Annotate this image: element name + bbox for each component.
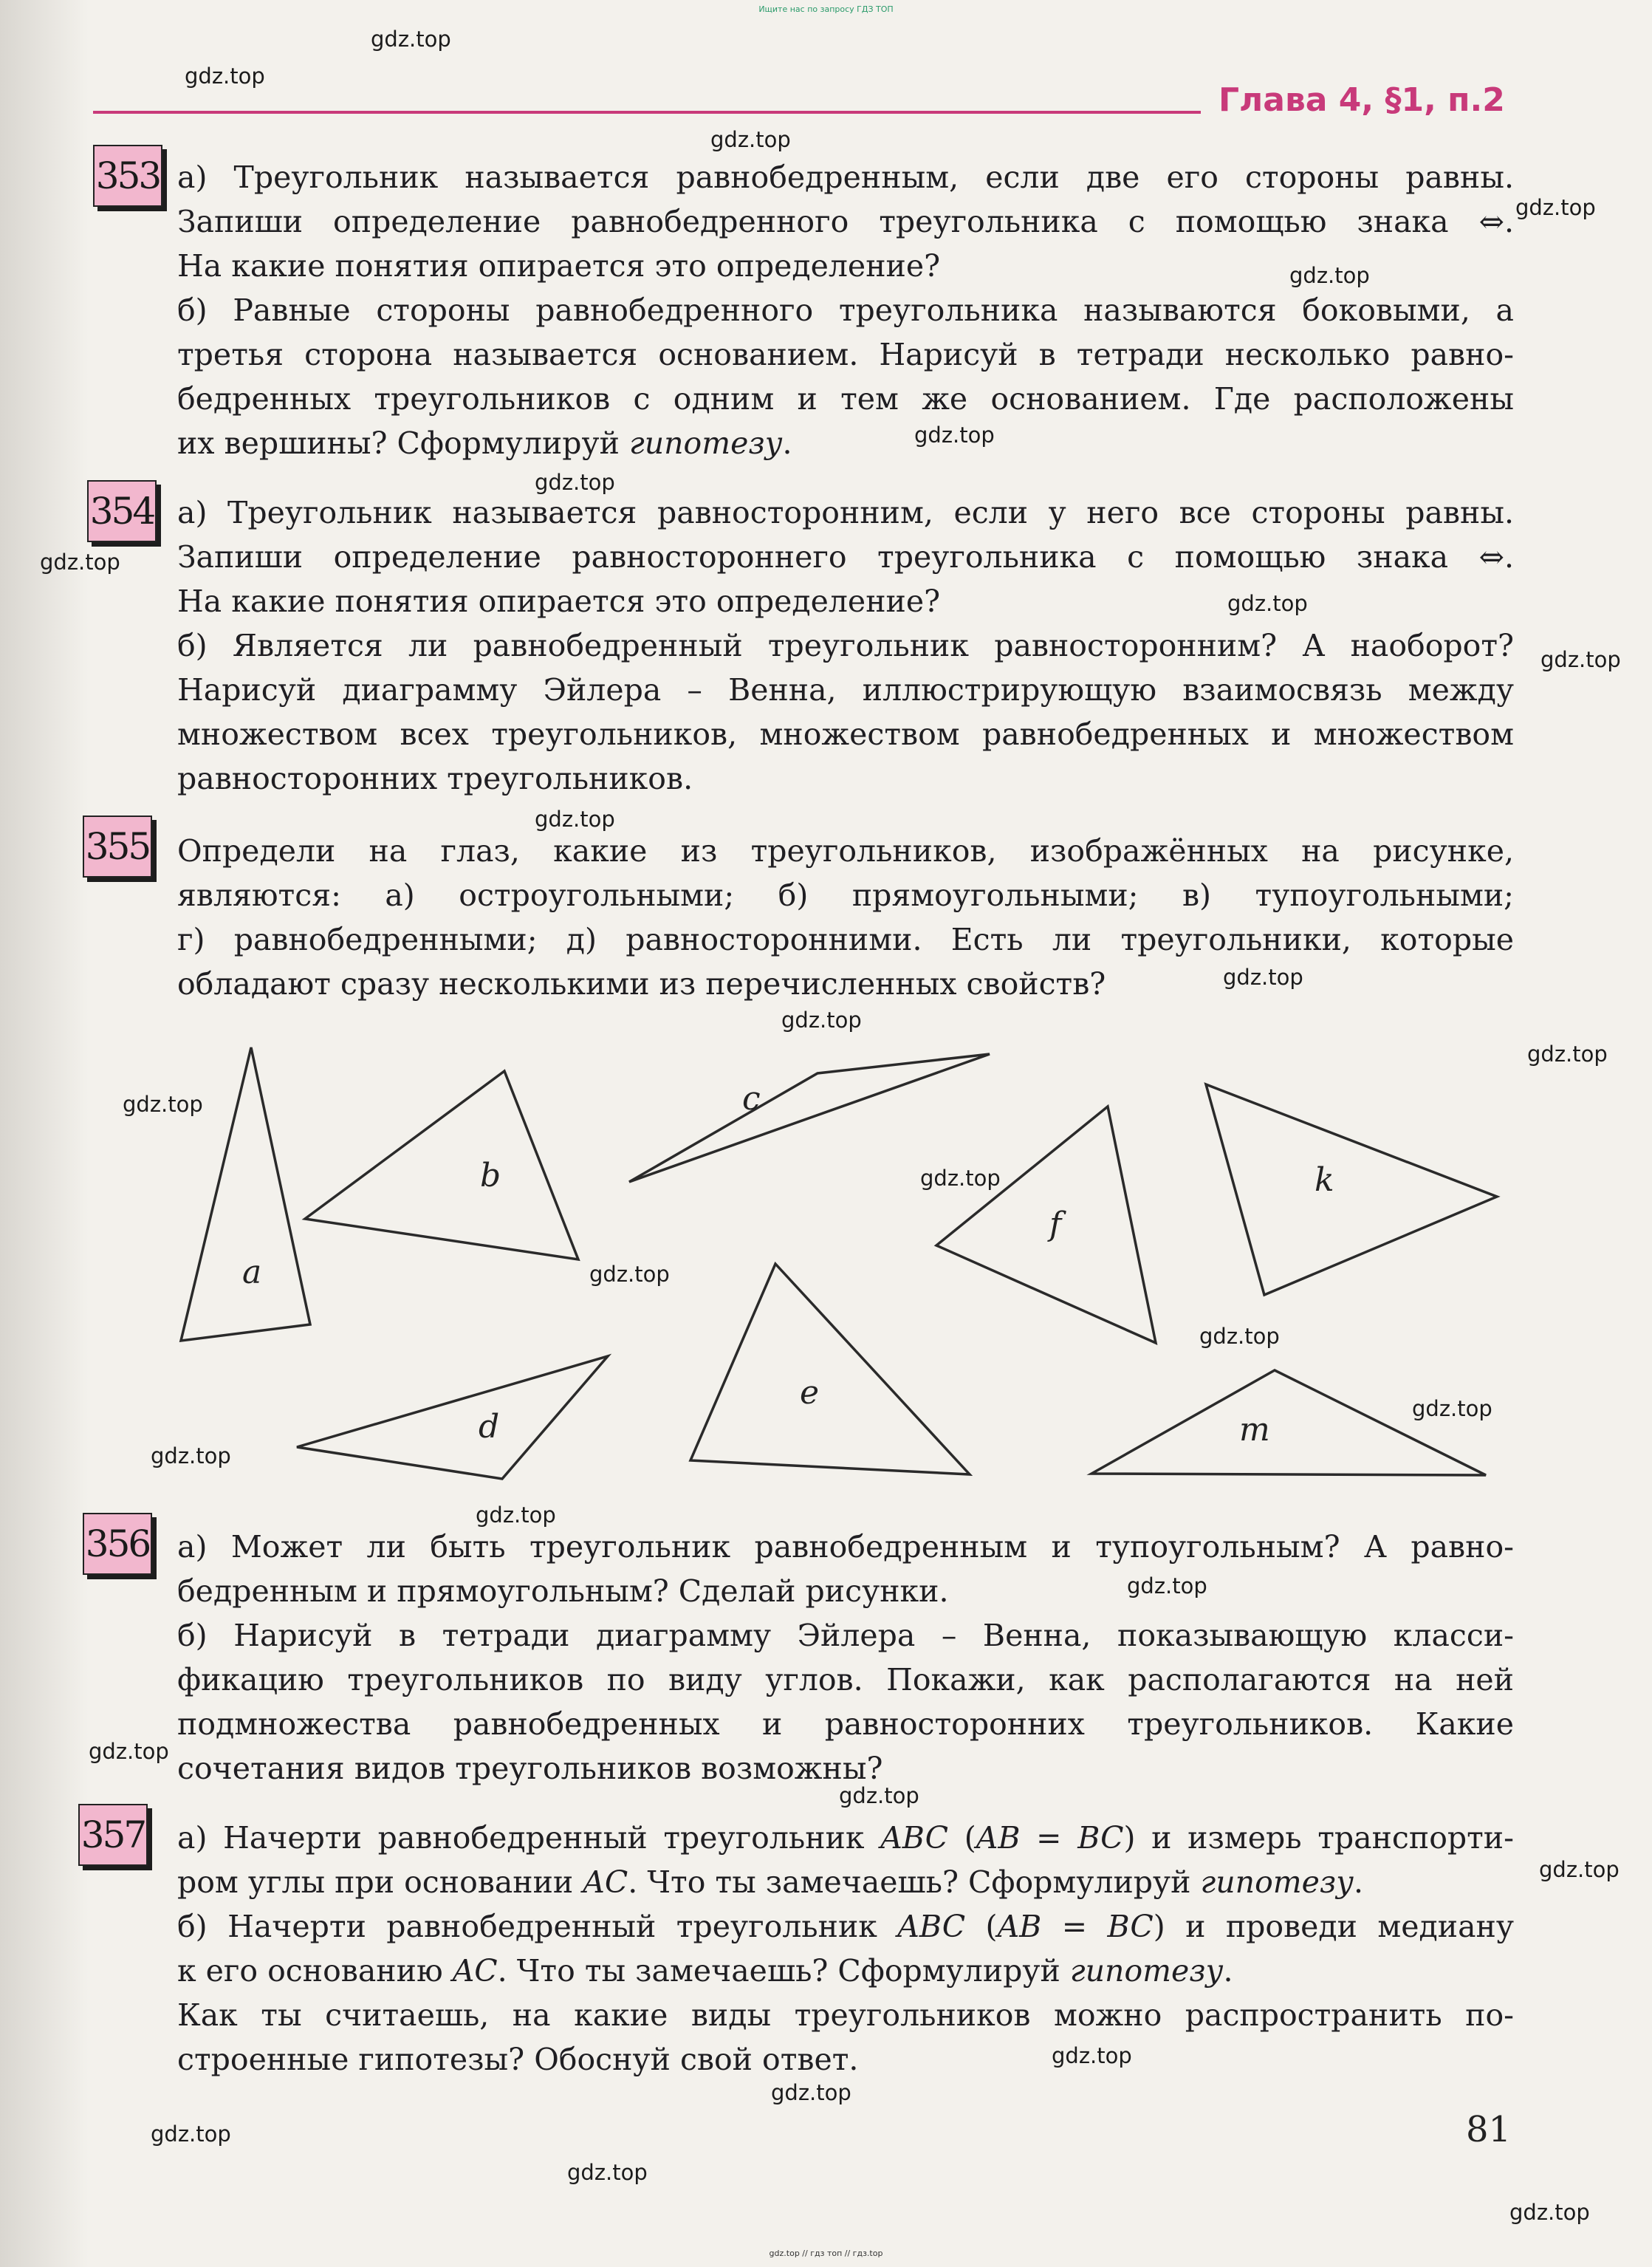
task-354-line: равносторонних треугольников. — [177, 761, 693, 796]
watermark: gdz.top — [371, 27, 451, 52]
task-356-line: фикацию треугольников по виду углов. Покажи, как располагаются на ней — [177, 1662, 1514, 1697]
watermark: gdz.top — [123, 1092, 203, 1117]
task-357-text-span: ром углы при основании — [177, 1864, 583, 1900]
triangle-label-m: m — [1239, 1411, 1270, 1449]
task-357-math: ABC — [897, 1909, 966, 1944]
watermark: gdz.top — [781, 1008, 862, 1033]
task-354-line: Нарисуй диаграмму Эйлера – Венна, иллюстрирующую взаимосвязь между — [177, 672, 1514, 708]
triangle-b — [305, 1071, 578, 1259]
task-356-text — [177, 1525, 1514, 1791]
triangle-k — [1206, 1084, 1497, 1295]
task-357-math: AC — [583, 1864, 628, 1900]
triangle-f — [936, 1107, 1156, 1343]
task-353-line: а) Треугольник называется равнобедренным, если две его стороны равны. — [177, 160, 1514, 195]
top-note: Ищите нас по запросу ГДЗ ТОП — [758, 4, 894, 14]
task-357-text-span: . Что ты замечаешь? Сформулируй — [628, 1864, 1201, 1900]
watermark: gdz.top — [1289, 263, 1370, 288]
task-357-text-span: . Что ты замечаешь? Сформулируй — [497, 1953, 1070, 1989]
watermark: gdz.top — [40, 550, 120, 575]
task-357-text-span: ( — [948, 1820, 976, 1856]
triangle-label-b: b — [480, 1157, 501, 1194]
watermark: gdz.top — [710, 127, 791, 152]
watermark: gdz.top — [1539, 1857, 1620, 1882]
bottom-note: gdz.top // гдз топ // гдз.top — [769, 2249, 883, 2258]
watermark: gdz.top — [151, 1443, 231, 1468]
watermark: gdz.top — [1127, 1573, 1207, 1598]
triangle-m — [1091, 1370, 1486, 1475]
task-357-text-span: = — [1020, 1820, 1078, 1856]
task-357-line: строенные гипотезы? Обоснуй свой ответ. — [177, 2042, 859, 2077]
triangle-d — [629, 1054, 990, 1182]
triangle-label-e: e — [800, 1374, 820, 1412]
task-355-line: обладают сразу несколькими из перечисленных свойств? — [177, 966, 1106, 1002]
triangle-label-c: d — [479, 1408, 500, 1446]
task-357-math: AB — [976, 1820, 1021, 1856]
watermark: gdz.top — [920, 1166, 1001, 1191]
task-357-line — [177, 1904, 1514, 1949]
watermark: gdz.top — [567, 2160, 648, 2185]
task-357-math: AB — [997, 1909, 1042, 1944]
task-356-line: б) Нарисуй в тетради диаграмму Эйлера – Венна, показывающую класси- — [177, 1618, 1514, 1653]
task-357-text-span: ( — [965, 1909, 998, 1944]
task-357-math: ABC — [880, 1820, 949, 1856]
watermark: gdz.top — [535, 470, 615, 495]
triangle-c — [297, 1356, 608, 1479]
task-357-text-span: . — [1223, 1953, 1233, 1989]
watermark: gdz.top — [476, 1502, 556, 1528]
task-355-line: являются: а) остроугольными; б) прямоугольными; в) тупоугольными; — [177, 878, 1514, 913]
task-353-text-span: их вершины? Сформулируй — [177, 425, 620, 461]
watermark: gdz.top — [1052, 2043, 1132, 2068]
task-353-period: . — [782, 425, 792, 461]
watermark: gdz.top — [839, 1783, 919, 1808]
watermark: gdz.top — [1223, 965, 1303, 990]
task-354-line: а) Треугольник называется равносторонним, если у него все стороны равны. — [177, 495, 1514, 530]
watermark: gdz.top — [771, 2080, 851, 2105]
task-353-line: б) Равные стороны равнобедренного треугольника называются боковыми, а — [177, 293, 1514, 328]
chapter-heading: Глава 4, §1, п.2 — [1219, 81, 1505, 119]
task-number-353: 353 — [93, 145, 162, 207]
watermark: gdz.top — [1527, 1042, 1608, 1067]
task-357-math: BC — [1077, 1820, 1124, 1856]
triangle-label-a: a — [242, 1254, 262, 1291]
task-357-math: BC — [1107, 1909, 1154, 1944]
triangle-label-k: k — [1315, 1161, 1334, 1199]
watermark: gdz.top — [914, 423, 995, 448]
task-number-357: 357 — [78, 1804, 148, 1866]
watermark: gdz.top — [1199, 1324, 1280, 1349]
task-357-line — [177, 1860, 1514, 1904]
watermark: gdz.top — [1509, 2200, 1590, 2225]
watermark: gdz.top — [589, 1262, 670, 1287]
task-354-line: б) Является ли равнобедренный треугольник равносторонним? А наоборот? — [177, 628, 1514, 663]
watermark: gdz.top — [1227, 591, 1308, 616]
task-number-354: 354 — [87, 480, 157, 542]
watermark: gdz.top — [1412, 1396, 1492, 1421]
watermark: gdz.top — [535, 807, 615, 832]
task-356-line: подмножества равнобедренных и равносторонних треугольников. Какие — [177, 1706, 1514, 1742]
task-357-text-span: . — [1354, 1864, 1364, 1900]
task-357-text-span: а) Начерти равнобедренный треугольник — [177, 1820, 881, 1856]
task-353-line: бедренных треугольников с одним и тем же основанием. Где расположены — [177, 381, 1514, 417]
task-number-356: 356 — [83, 1513, 152, 1575]
triangle-e — [690, 1264, 970, 1474]
task-357-italic: гипотезу — [1200, 1864, 1354, 1900]
task-357-text — [177, 1816, 1514, 2082]
watermark: gdz.top — [185, 64, 265, 89]
task-356-line: бедренным и прямоугольным? Сделай рисунки. — [177, 1573, 949, 1609]
task-354-line: Запиши определение равностороннего треугольника с помощью знака ⇔. — [177, 539, 1514, 575]
task-357-text-span: ) и измерь транспорти- — [1123, 1820, 1514, 1856]
task-353-line: третья сторона называется основанием. Нарисуй в тетради несколько равно- — [177, 337, 1514, 372]
task-353-line: Запиши определение равнобедренного треугольника с помощью знака ⇔. — [177, 204, 1514, 239]
triangle-label-f: f — [1049, 1206, 1062, 1243]
watermark: gdz.top — [151, 2121, 231, 2147]
task-354-line: На какие понятия опирается это определение? — [177, 584, 941, 619]
task-355-line: г) равнобедренными; д) равносторонними. Есть ли треугольники, которые — [177, 922, 1514, 957]
task-357-text-span: к его основанию — [177, 1953, 453, 1989]
task-357-italic: гипотезу — [1069, 1953, 1224, 1989]
watermark: gdz.top — [1540, 647, 1621, 672]
task-357-line — [177, 1949, 1514, 1993]
page-number: 81 — [1466, 2109, 1512, 2150]
task-356-line: а) Может ли быть треугольник равнобедренным и тупоугольным? А равно- — [177, 1529, 1514, 1565]
task-357-text-span: = — [1041, 1909, 1108, 1944]
task-357-line — [177, 1816, 1514, 1860]
triangle-label-d: c — [742, 1080, 761, 1118]
task-357-text-span: б) Начерти равнобедренный треугольник — [177, 1909, 898, 1944]
watermark: gdz.top — [1515, 195, 1596, 220]
task-356-line: сочетания видов треугольников возможны? — [177, 1751, 883, 1786]
task-353-line: На какие понятия опирается это определение? — [177, 248, 941, 284]
task-354-line: множеством всех треугольников, множеством равнобедренных и множеством — [177, 717, 1514, 752]
task-357-text-span: ) и проведи медиану — [1153, 1909, 1515, 1944]
task-357-math: AC — [452, 1953, 498, 1989]
task-number-355: 355 — [83, 815, 152, 878]
task-353-italic: гипотезу — [629, 425, 783, 461]
task-357-line: Как ты считаешь, на какие виды треугольников можно распространить по- — [177, 1997, 1514, 2033]
watermark: gdz.top — [89, 1739, 169, 1764]
task-355-line: Определи на глаз, какие из треугольников, изображённых на рисунке, — [177, 833, 1514, 869]
